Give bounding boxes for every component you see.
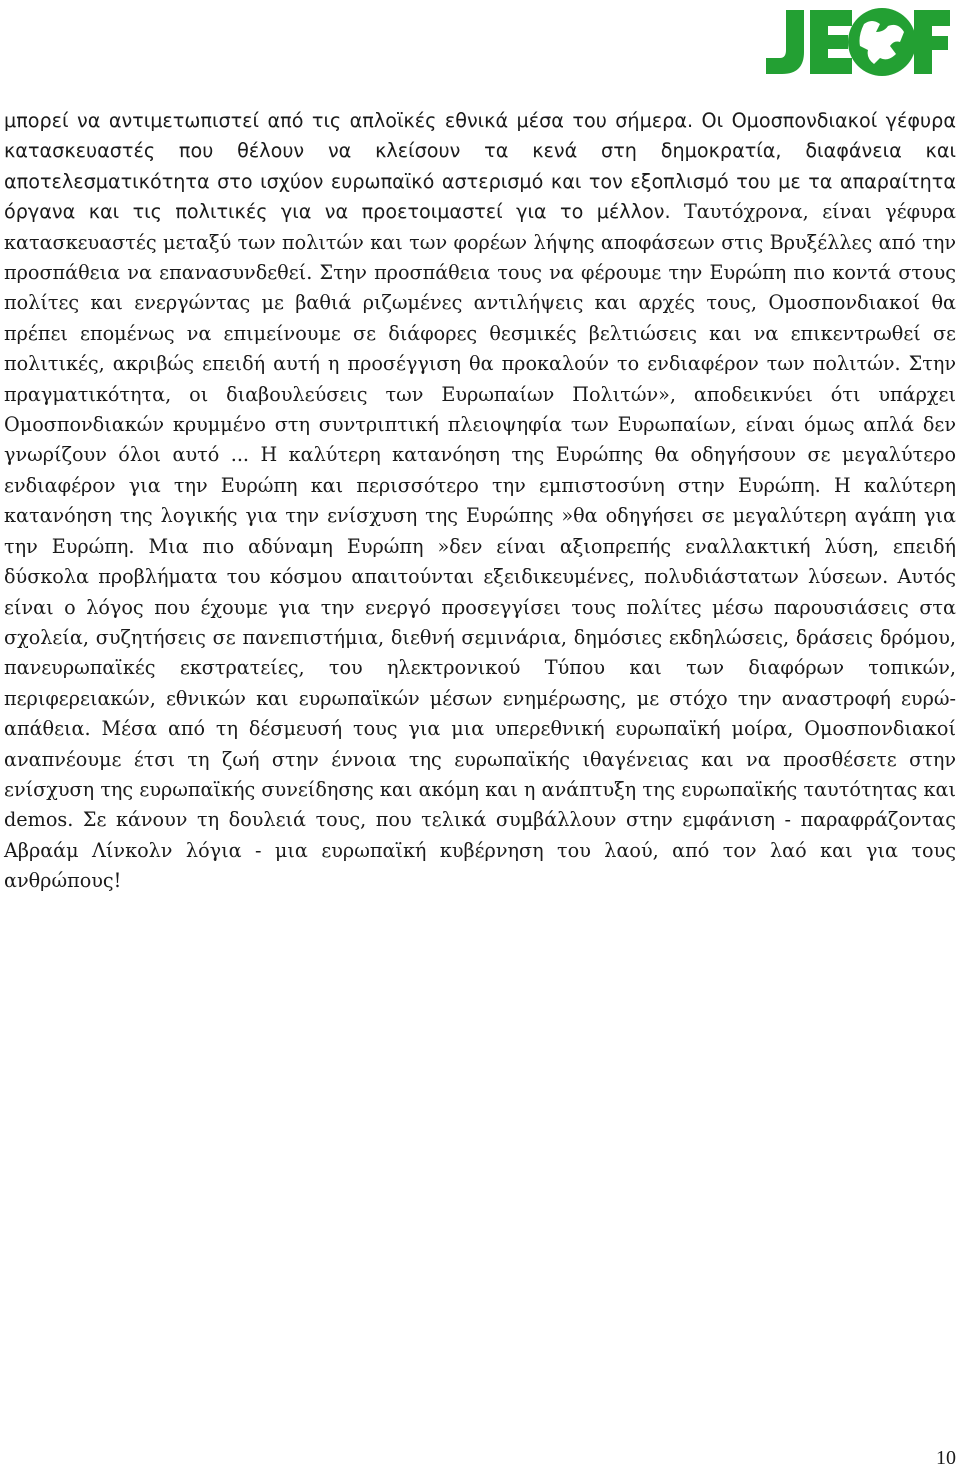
paragraph-rest: Ταυτόχρονα, είναι γέφυρα κατασκευαστές μεταξύ των πολιτών και των φορέων λήψης αποφάσεων στις Βρυξέλλες από την προσπάθεια να επανασυνδεθεί. Στην προσπάθεια τους να φέρουμε την Ευρώπη πιο κοντά στους πολίτες και ενεργώντας με βαθιά ριζωμένες αντιλήψεις και αρχές τους, Ομοσπονδιακοί θα πρέπει επομένως να επιμείνουμε σε διάφορες θεσμικές βελτιώσεις και να επικεντρωθεί σε πολιτικές, ακριβώς επειδή αυτή η προσέγγιση θα προκαλούν το ενδιαφέρον των πολιτών. Στην πραγματικότητα, οι διαβουλεύσεις των Ευρωπαίων Πολιτών», αποδεικνύει ότι υπάρχει Ομοσπονδιακών κρυμμένο στη συντριπτική πλειοψηφία των Ευρωπαίων, είναι όμως απλά δεν γνωρίζουν όλοι αυτό ... Η καλύτερη κατανόηση της Ευρώπης θα οδηγήσουν σε μεγαλύτερο ενδιαφέρον για την Ευρώπη και περισσότερο την εμπιστοσύνη στην Ευρώπη. Η καλύτερη κατανόηση της λογικής για την ενίσχυση της Ευρώπης »θα οδηγήσει σε μεγαλύτερη αγάπη για την Ευρώπη. Μια πιο αδύναμη Ευρώπη »δεν είναι αξιοπρεπής εναλλακτική λύση, επειδή δύσκολα προβλήματα του κόσμου απαιτούνται εξειδικευμένες, πολυδιάστατων λύσεων. Αυτός είναι ο λόγος που έχουμε για την ενεργό προσεγγίσει τους πολίτες μέσω παρουσιάσεις στα σχολεία, συζητήσεις σε πανεπιστήμια, διεθνή σεμινάρια, δημόσιες εκδηλώσεις, δράσεις δρόμου, πανευρωπαϊκές εκστρατείες, του ηλεκτρονικού Τύπου και των διαφόρων τοπικών, περιφερειακών, εθνικών και ευρωπαϊκών μέσων ενημέρωσης, με στόχο την αναστροφή ευρώ-απάθεια. Μέσα από τη δέσμευσή τους για μια υπερεθνική ευρωπαϊκή μοίρα, Ομοσπονδιακοί αναπνέουμε έτσι τη ζωή στην έννοια της ευρωπαϊκής ιθαγένειας και να προσθέσετε στην ενίσχυση της ευρωπαϊκής συνείδησης και ακόμη και η ανάπτυξη της ευρωπαϊκής ταυτότητας και demos. Σε κάνουν τη δουλειά τους, που τελικά συμβάλλουν στην εμφάνιση - παραφράζοντας Αβραάμ Λίνκολν λόγια - μια ευρωπαϊκή κυβέρνηση του λαού, από τον λαό και για τους ανθρώπους! (4, 200, 956, 893)
page-number: 10 (936, 1447, 956, 1469)
paragraph-lead: μπορεί να αντιμετωπιστεί από τις απλοϊκές εθνικά μέσα του σήμερα. Οι Ομοσπονδιακοί γέφυρα κατασκευαστές που θέλουν να κλείσουν τα κενά στη δημοκρατία, διαφάνεια και αποτελεσματικότητα στο ισχύον ευρωπαϊκό αστερισμό και τον εξοπλισμό του με τα απαραίτητα όργανα και τις πολιτικές για να προετοιμαστεί για το μέλλον. (4, 109, 956, 224)
jef-logo (752, 2, 952, 84)
body-paragraph (4, 106, 956, 897)
jef-logo-mark (752, 2, 952, 84)
